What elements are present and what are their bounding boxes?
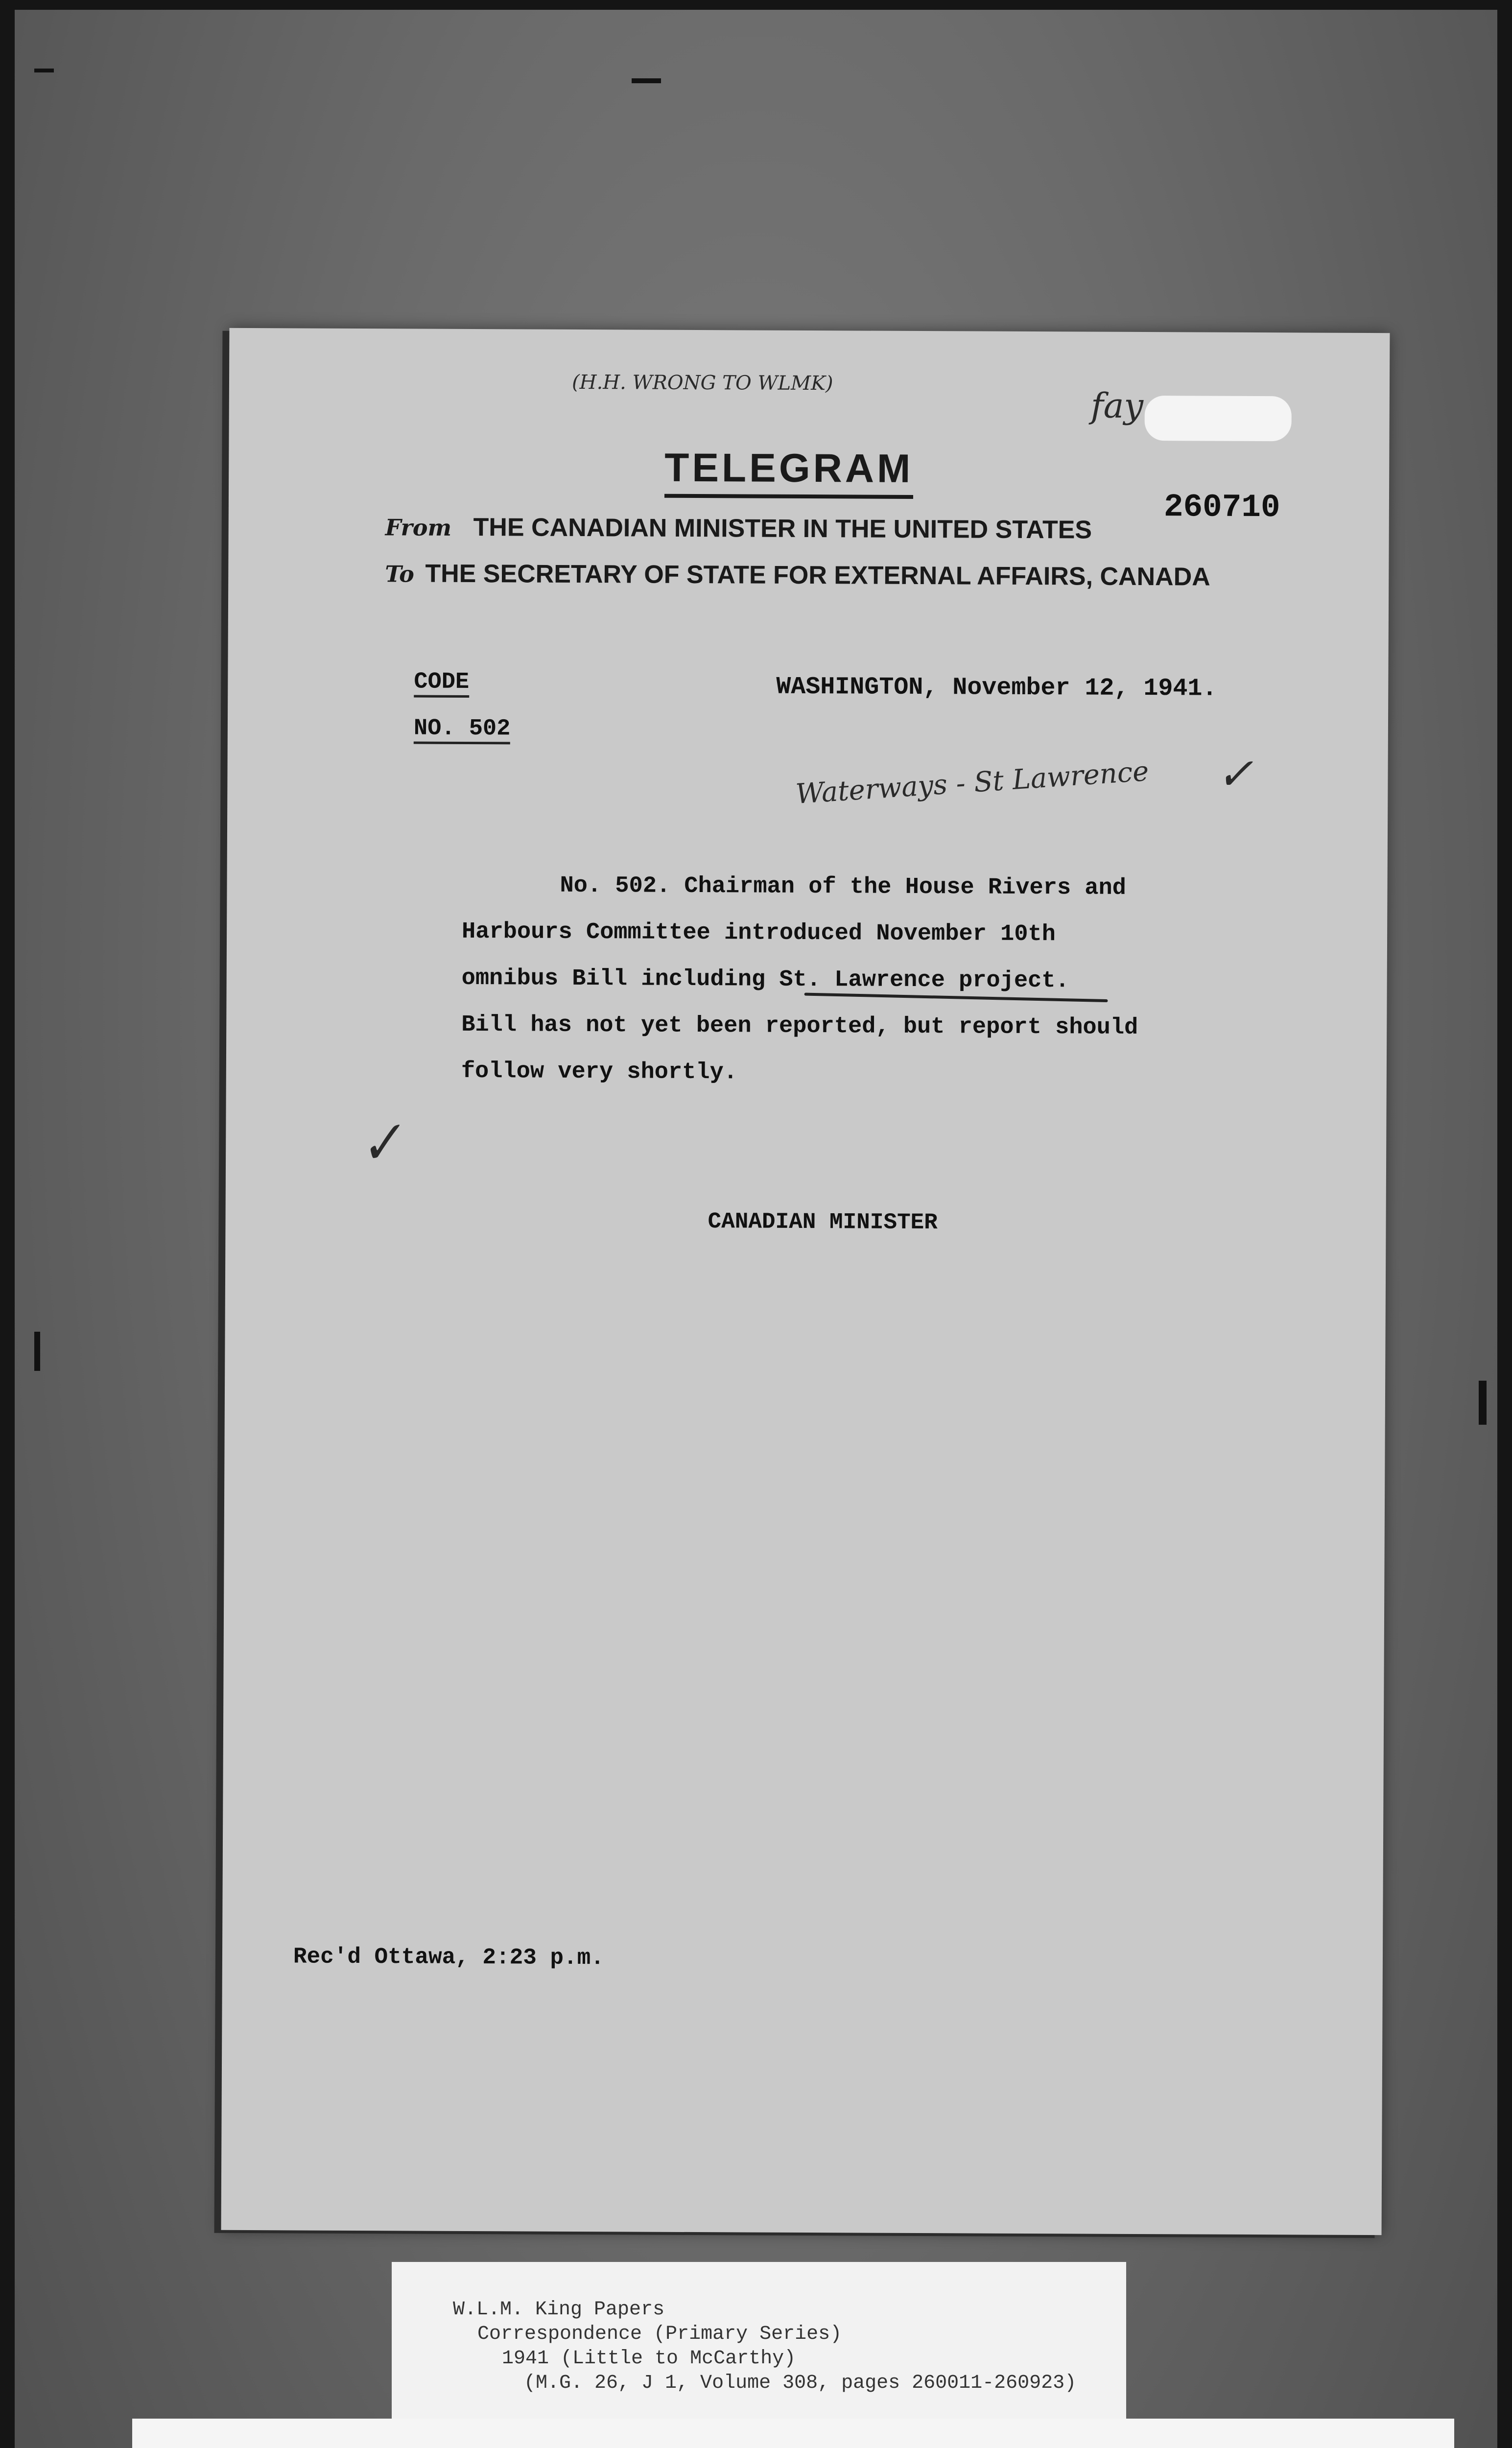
film-mark	[1479, 1381, 1487, 1425]
label-line-4: (M.G. 26, J 1, Volume 308, pages 260011-260923)	[524, 2372, 1077, 2394]
telegram-page	[221, 328, 1390, 2235]
document-number: 260710	[1163, 489, 1280, 526]
code-number: NO. 502	[414, 715, 511, 744]
handwritten-initials: fay	[1090, 385, 1144, 426]
from-label: From	[385, 514, 452, 541]
signature: CANADIAN MINISTER	[708, 1209, 938, 1236]
body-line-5: follow very shortly.	[461, 1058, 738, 1086]
to-line	[385, 559, 1210, 591]
from-text: THE CANADIAN MINISTER IN THE UNITED STATES	[473, 513, 1092, 544]
handwritten-underline	[804, 993, 1108, 1003]
body-line-4: Bill has not yet been reported, but report should	[461, 1012, 1138, 1041]
film-mark	[632, 78, 661, 83]
handwritten-check-mark-icon: ✓	[353, 1108, 408, 1178]
received-time: Rec'd Ottawa, 2:23 p.m.	[293, 1944, 604, 1971]
body-line-2: Harbours Committee introduced November 10th	[461, 918, 1056, 948]
label-line-3: 1941 (Little to McCarthy)	[502, 2348, 796, 2370]
to-text: THE SECRETARY OF STATE FOR EXTERNAL AFFAIRS, CANADA	[425, 559, 1210, 591]
microfilm-frame	[15, 10, 1497, 2448]
archive-label	[392, 2262, 1126, 2424]
film-mark	[34, 69, 54, 72]
redaction-patch	[1145, 396, 1292, 441]
from-line	[385, 512, 1092, 544]
film-mark	[34, 1332, 40, 1371]
public-archives-banner	[132, 2419, 1454, 2448]
code-label: CODE	[414, 669, 469, 697]
body-line-1: No. 502. Chairman of the House Rivers and	[560, 872, 1127, 901]
checkmark-icon: ✓	[1216, 748, 1254, 800]
to-label: To	[385, 561, 415, 588]
page-title: TELEGRAM	[664, 445, 914, 499]
label-line-2: Correspondence (Primary Series)	[477, 2323, 842, 2345]
body-line-3: omnibus Bill including St. Lawrence project.	[461, 965, 1069, 994]
handwritten-subject: Waterways - St Lawrence	[795, 755, 1150, 811]
label-line-1: W.L.M. King Papers	[453, 2299, 665, 2321]
place-date: WASHINGTON, November 12, 1941.	[776, 673, 1217, 703]
handwritten-note-top: (H.H. WRONG TO WLMK)	[571, 371, 833, 395]
